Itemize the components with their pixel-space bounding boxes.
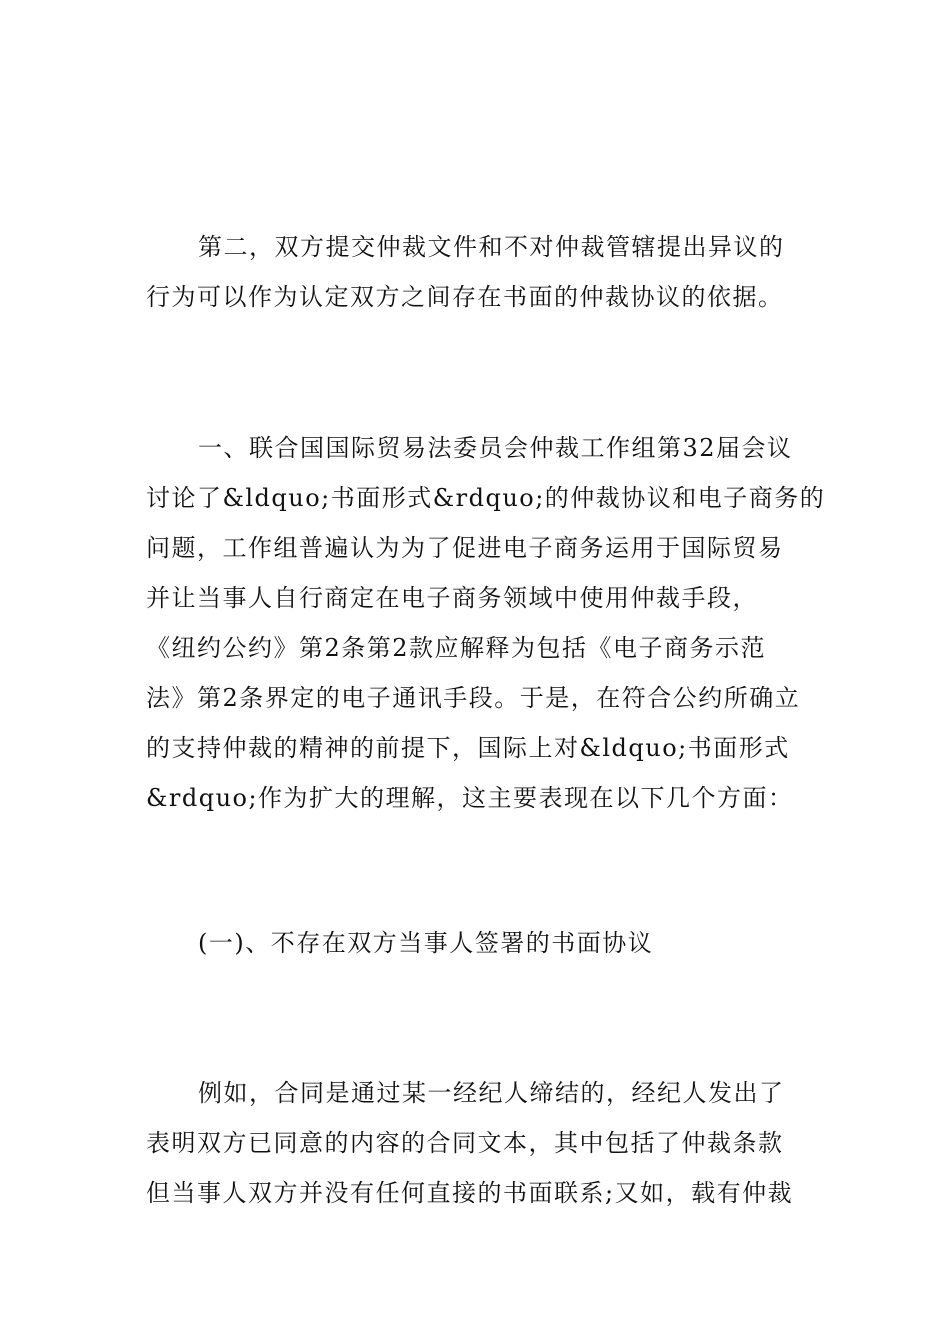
text-line: &rdquo;作为扩大的理解，这主要表现在以下几个方面： — [146, 784, 794, 812]
text-line: 例如，合同是通过某一经纪人缔结的，经纪人发出了 — [198, 1079, 785, 1107]
paragraph-3-heading — [146, 918, 808, 968]
text-line: 但当事人双方并没有任何直接的书面联系;又如，载有仲裁 — [146, 1179, 794, 1207]
text-line: 表明双方已同意的内容的合同文本，其中包括了仲裁条款 — [146, 1129, 784, 1157]
text-line: 第二，双方提交仲裁文件和不对仲裁管辖提出异议的 — [198, 233, 785, 261]
paragraph-2 — [146, 423, 826, 823]
text-line: 并让当事人自行商定在电子商务领域中使用仲裁手段， — [146, 584, 758, 612]
text-line: 问题，工作组普遍认为为了促进电子商务运用于国际贸易 — [146, 534, 784, 562]
section-heading: (一)、不存在双方当事人签署的书面协议 — [198, 929, 654, 957]
paragraph-1 — [146, 222, 808, 322]
text-line: 《纽约公约》第2条第2款应解释为包括《电子商务示范 — [146, 634, 767, 662]
text-line: 法》第2条界定的电子通讯手段。于是，在符合公约所确立 — [146, 684, 801, 712]
text-line: 讨论了&ldquo;书面形式&rdquo;的仲裁协议和电子商务的 — [146, 484, 826, 512]
text-line: 的支持仲裁的精神的前提下，国际上对&ldquo;书面形式 — [146, 734, 790, 762]
text-line: 一、联合国国际贸易法委员会仲裁工作组第32届会议 — [198, 434, 793, 462]
paragraph-4 — [146, 1068, 808, 1218]
text-line: 行为可以作为认定双方之间存在书面的仲裁协议的依据。 — [146, 283, 784, 311]
